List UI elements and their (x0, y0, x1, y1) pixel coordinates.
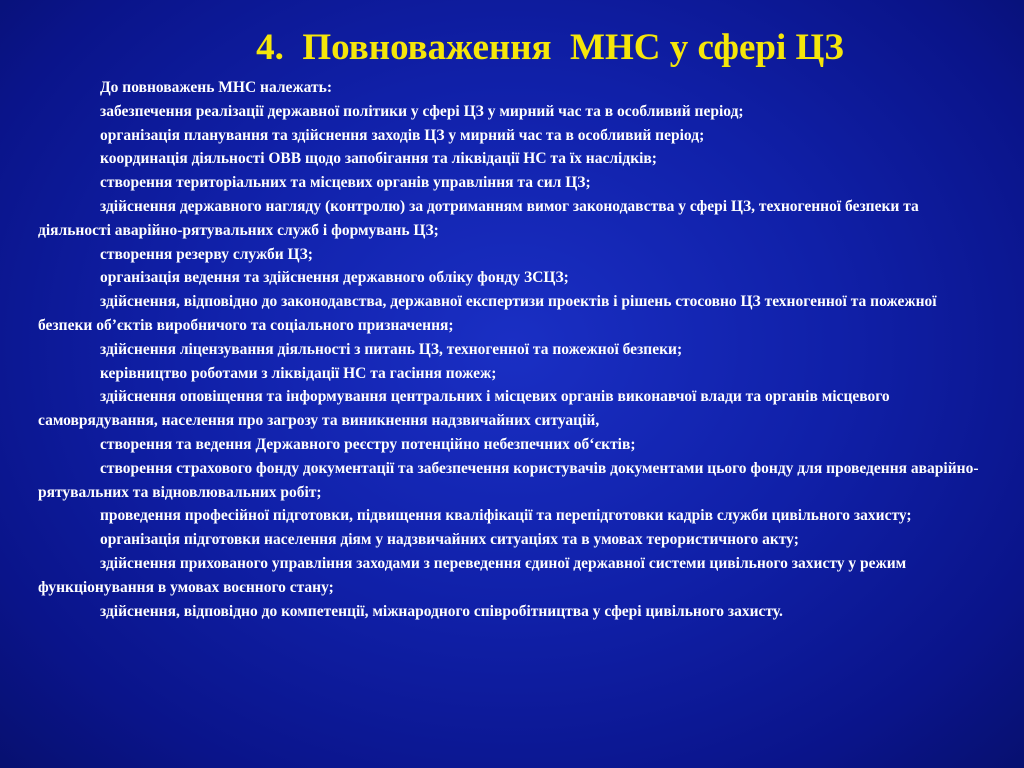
paragraph-item: організація ведення та здійснення державного обліку фонду ЗСЦЗ; (100, 269, 569, 287)
paragraph-item: створення страхового фонду документації та забезпечення користувачів документами цього фонду для проведення аварійно-рятувальних та відновлювальних робіт; (38, 459, 979, 501)
paragraph-item: створення та ведення Державного реєстру потенційно небезпечних об‘єктів; (100, 435, 636, 453)
paragraph-item: організація планування та здійснення заходів ЦЗ у мирний час та в особливий період; (100, 126, 705, 144)
paragraph-item: здійснення оповіщення та інформування центральних і місцевих органів виконавчої влади та органів місцевого самоврядування, населення про загрозу та виникнення надзвичайних ситуацій, (38, 388, 890, 430)
paragraph-item: здійснення прихованого управління заходами з переведення єдиної державної системи цивільного захисту у режим функціонування в умовах воєнного стану; (38, 554, 907, 596)
paragraph-item: забезпечення реалізації державної політики у сфері ЦЗ у мирний час та в особливий період; (100, 102, 744, 120)
paragraph-item: здійснення, відповідно до компетенції, міжнародного співробітництва у сфері цивільного захисту. (100, 602, 783, 620)
slide-title: 4. Повноваження МНС у сфері ЦЗ (256, 27, 844, 68)
slide-body (38, 76, 988, 623)
paragraph-item: здійснення ліцензування діяльності з питань ЦЗ, техногенної та пожежної безпеки; (100, 340, 683, 358)
paragraph-intro: До повноважень МНС належать: (100, 79, 332, 96)
paragraph-item: керівництво роботами з ліквідації НС та гасіння пожеж; (100, 364, 497, 382)
paragraph-item: здійснення державного нагляду (контролю) за дотриманням вимог законодавства у сфері ЦЗ, техногенної безпеки та діяльності аварійно-рятувальних служб і формувань ЦЗ; (38, 197, 919, 239)
paragraph-item: проведення професійної підготовки, підвищення кваліфікації та перепідготовки кадрів служби цивільного захисту; (100, 507, 912, 525)
paragraph-item: організація підготовки населення діям у надзвичайних ситуаціях та в умовах терористичного акту; (100, 531, 799, 549)
paragraph-item: координація діяльності ОВВ щодо запобігання та ліквідації НС та їх наслідків; (100, 150, 657, 168)
paragraph-item: створення резерву служби ЦЗ; (100, 245, 313, 263)
paragraph-item: здійснення, відповідно до законодавства, державної експертизи проектів і рішень стосовно ЦЗ техногенної та пожежної безпеки об’єктів виробничого та соціального призначення; (38, 293, 937, 334)
paragraph-item: створення територіальних та місцевих органів управління та сил ЦЗ; (100, 174, 591, 192)
